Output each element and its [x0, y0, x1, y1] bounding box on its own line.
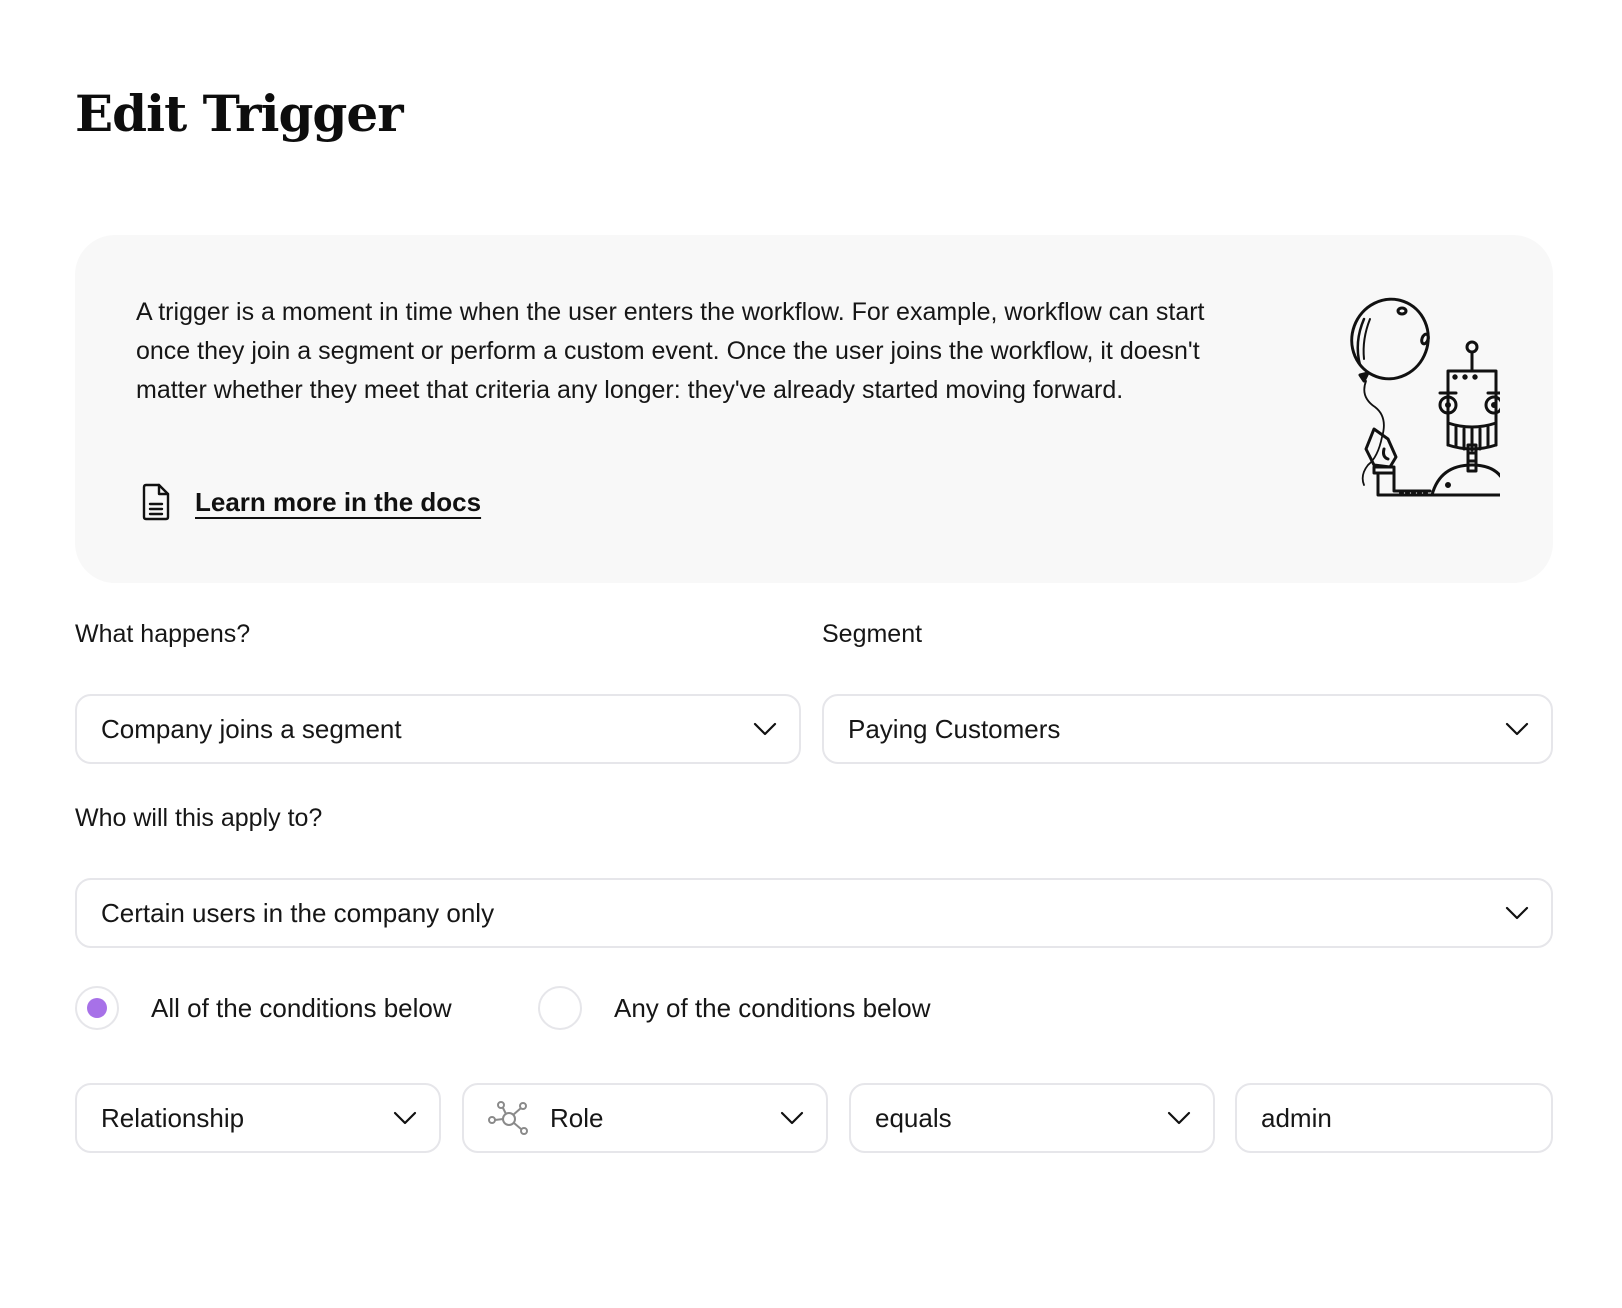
who-applies-select[interactable]: [75, 878, 1553, 948]
what-happens-label: What happens?: [75, 620, 251, 648]
radio-any-label: Any of the conditions below: [614, 992, 931, 1023]
docs-link-label[interactable]: Learn more in the docs: [195, 486, 482, 517]
docs-link[interactable]: [141, 483, 481, 521]
trigger-description: A trigger is a moment in time when the user enters the workflow. For example, workflow can start once they join a segment or perform a custom event. Once the user joins the workflow, it doesn't matter whether they meet that criteria any longer: they've already started moving forward.: [136, 298, 1205, 404]
condition-operator-select[interactable]: [849, 1083, 1215, 1153]
chevron-down-icon: [1505, 722, 1529, 736]
condition-source-value: Relationship: [101, 1102, 245, 1133]
condition-attribute-select[interactable]: [462, 1083, 828, 1153]
condition-operator-value: equals: [875, 1102, 952, 1133]
document-icon: [141, 483, 171, 521]
who-applies-value: Certain users in the company only: [101, 897, 495, 928]
page-title: Edit Trigger: [75, 84, 403, 143]
segment-value: Paying Customers: [848, 713, 1061, 744]
radio-any-conditions[interactable]: [538, 986, 931, 1030]
what-happens-select[interactable]: [75, 694, 801, 764]
info-card: [75, 235, 1553, 583]
condition-source-select[interactable]: [75, 1083, 441, 1153]
chevron-down-icon: [1505, 906, 1529, 920]
who-applies-label: Who will this apply to?: [75, 804, 323, 832]
chevron-down-icon: [780, 1111, 804, 1125]
condition-value-input[interactable]: [1235, 1083, 1553, 1153]
radio-dot: [87, 998, 107, 1018]
chevron-down-icon: [753, 722, 777, 736]
relationship-graph-icon: [488, 1101, 530, 1135]
what-happens-value: Company joins a segment: [101, 713, 402, 744]
radio-button-selected[interactable]: [75, 986, 119, 1030]
segment-select[interactable]: [822, 694, 1553, 764]
segment-label: Segment: [822, 620, 923, 648]
robot-with-balloon-illustration: [1330, 297, 1500, 507]
condition-value-text: admin: [1261, 1102, 1332, 1133]
radio-all-conditions[interactable]: [75, 986, 452, 1030]
chevron-down-icon: [393, 1111, 417, 1125]
condition-attribute-value: Role: [550, 1102, 604, 1133]
chevron-down-icon: [1167, 1111, 1191, 1125]
radio-all-label: All of the conditions below: [151, 992, 452, 1023]
radio-button-unselected[interactable]: [538, 986, 582, 1030]
